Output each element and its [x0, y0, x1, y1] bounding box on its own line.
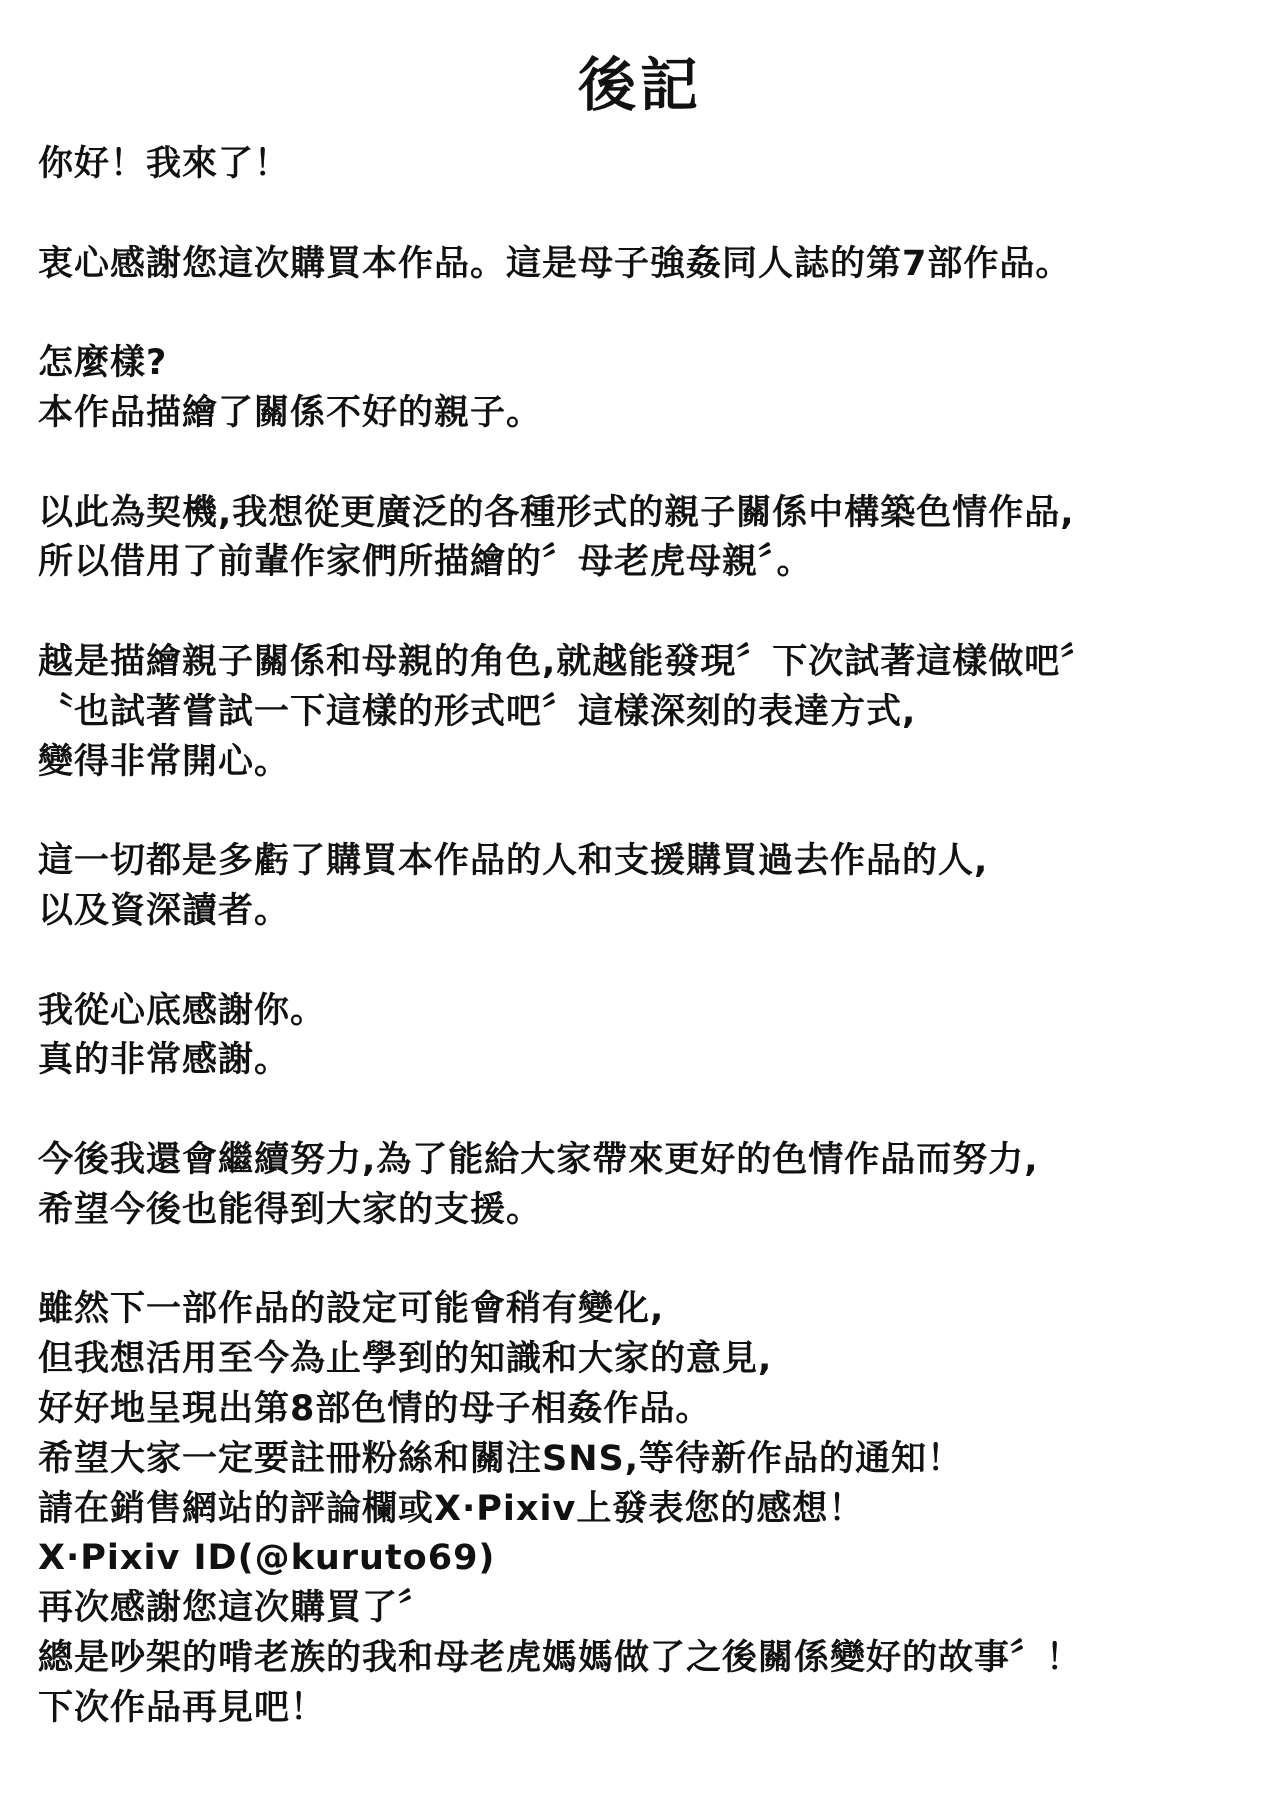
- text-line: 今後我還會繼續努力,為了能給大家帶來更好的色情作品而努力,: [38, 1139, 1039, 1180]
- text-line: 以此為契機,我想從更廣泛的各種形式的親子關係中構築色情作品,: [38, 492, 1075, 533]
- blank-line: [38, 937, 1260, 987]
- text-line: 變得非常開心。: [38, 741, 291, 782]
- blank-line: [38, 439, 1260, 489]
- text-line: 這一切都是多虧了購買本作品的人和支援購買過去作品的人,: [38, 841, 989, 882]
- text-line: 希望今後也能得到大家的支援。: [38, 1189, 543, 1230]
- text-line: 〝也試著嘗試一下這樣的形式吧〞這樣深刻的表達方式,: [38, 691, 917, 732]
- page-title: 後記: [577, 51, 702, 119]
- afterword-body: [38, 140, 1260, 1734]
- blank-line: [38, 787, 1260, 837]
- text-line: 請在銷售網站的評論欄或X·Pixiv上發表您的感想！: [38, 1488, 865, 1529]
- text-line: 越是描繪親子關係和母親的角色,就越能發現〞下次試著這樣做吧〞: [38, 641, 1097, 682]
- text-line: 真的非常感謝。: [38, 1040, 291, 1081]
- text-line: 所以借用了前輩作家們所描繪的〞母老虎母親〞。: [38, 542, 813, 583]
- blank-line: [38, 1236, 1260, 1286]
- text-line: 雖然下一部作品的設定可能會稍有變化,: [38, 1289, 665, 1330]
- blank-line: [38, 588, 1260, 638]
- blank-line: [38, 289, 1260, 339]
- text-line: 你好！我來了！: [38, 144, 291, 184]
- text-line: 我從心底感謝你。: [38, 990, 327, 1031]
- text-line: 下次作品再見吧！: [38, 1687, 327, 1728]
- text-line: 再次感謝您這次購買了〞: [38, 1588, 435, 1629]
- text-line: 本作品描繪了關係不好的親子。: [38, 392, 543, 433]
- text-line: 以及資深讀者。: [38, 890, 291, 931]
- blank-line: [38, 1086, 1260, 1136]
- text-line: 但我想活用至今為止學到的知識和大家的意見,: [38, 1339, 773, 1380]
- text-line: 希望大家一定要註冊粉絲和關注SNS,等待新作品的通知！: [38, 1438, 964, 1479]
- text-line: 衷心感謝您這次購買本作品。這是母子強姦同人誌的第7部作品。: [38, 243, 1072, 284]
- text-line: X·Pixiv ID(@kuruto69): [38, 1538, 496, 1579]
- blank-line: [38, 190, 1260, 240]
- text-line: 好好地呈現出第8部色情的母子相姦作品。: [38, 1388, 712, 1429]
- text-line: 總是吵架的啃老族的我和母老虎媽媽做了之後關係變好的故事〞！: [38, 1637, 1083, 1678]
- text-line: 怎麼樣?: [38, 343, 168, 384]
